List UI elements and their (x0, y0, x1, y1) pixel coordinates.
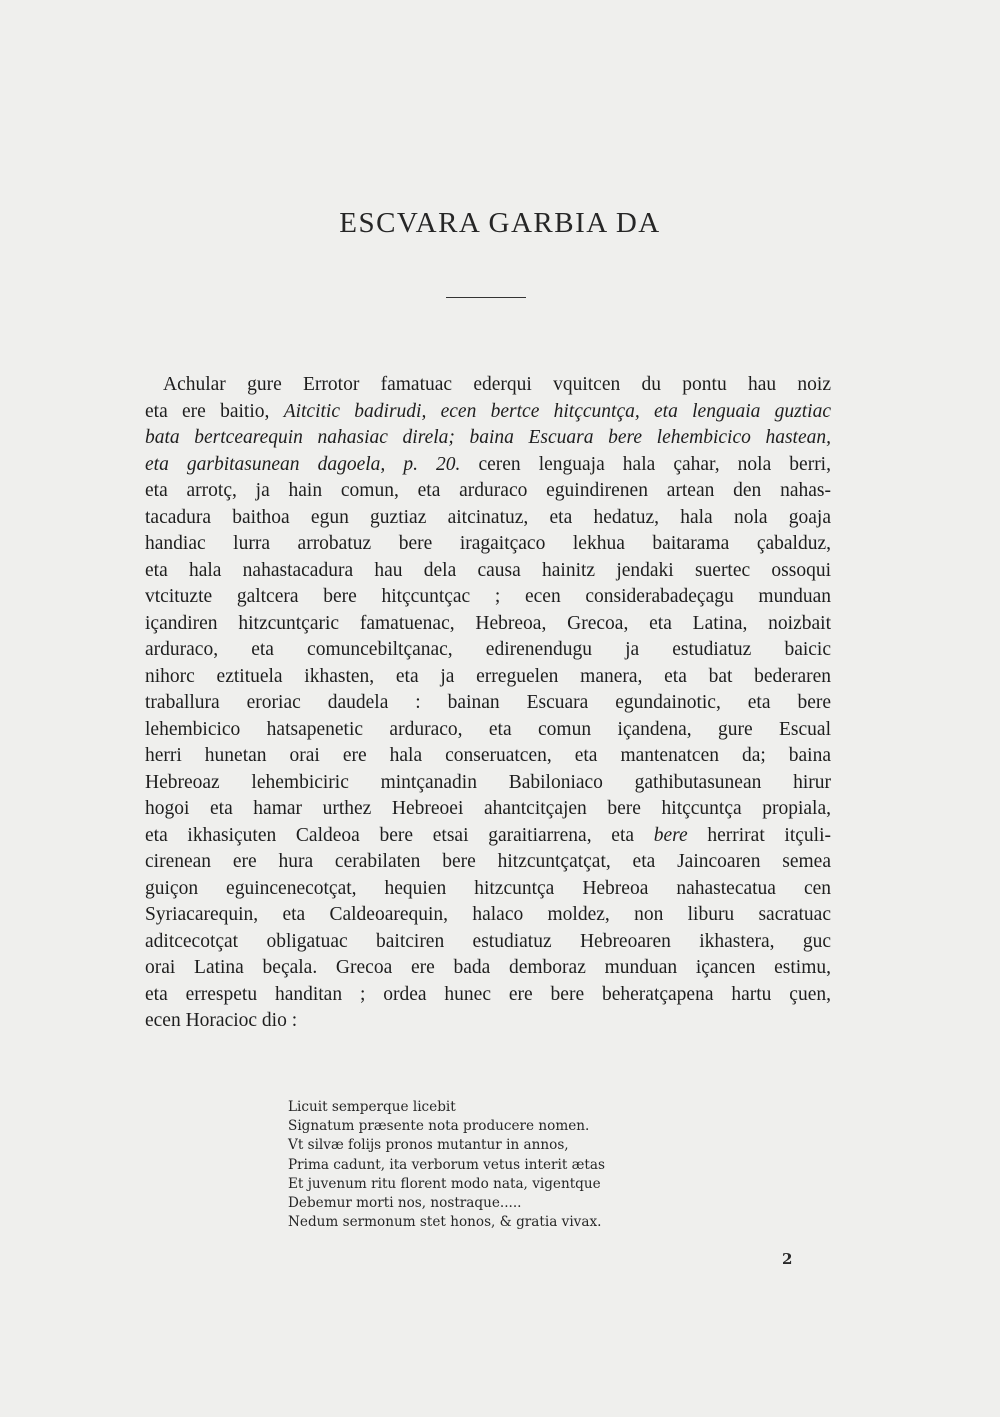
page-title: ESCVARA GARBIA DA (339, 207, 661, 239)
title-rule (446, 297, 526, 298)
text-segment: herri hunetan orai ere hala conseruatcen, eta mantenatcen da; baina (145, 745, 831, 766)
page-number: 2 (782, 1250, 793, 1268)
italic-text: eta garbitasunean dagoela, p. 20. (145, 453, 461, 475)
text-line (145, 796, 831, 823)
text-line (145, 531, 831, 558)
text-segment: Syriacarequin, eta Caldeoarequin, halaco moldez, non liburu sacratuac (145, 904, 831, 925)
italic-text: Aitcitic badirudi, ecen bertce hitçcuntça, eta lenguaia guztiac (283, 400, 831, 422)
text-line (145, 982, 831, 1009)
text-line (145, 1008, 831, 1035)
text-segment: eta hala nahastacadura hau dela causa hainitz jendaki suertec ossoqui (145, 559, 831, 581)
text-line (145, 611, 831, 638)
verse-line: Signatum præsente nota producere nomen. (288, 1118, 590, 1135)
text-segment: ceren lenguaja hala çahar, nola berri, (460, 453, 831, 475)
text-segment: eta errespetu handitan ; ordea hunec ere bere beheratçapena hartu çuen, (145, 983, 831, 1005)
text-segment: ecen Horacioc dio : (145, 1010, 298, 1031)
text-line (145, 849, 831, 876)
text-segment: traballura eroriac daudela : bainan Escuara egundainotic, eta bere (145, 692, 831, 713)
verse-quotation (288, 1098, 708, 1232)
text-segment: orai Latina beçala. Grecoa ere bada demboraz munduan içancen estimu, (145, 957, 831, 978)
text-line (145, 902, 831, 929)
text-line (145, 584, 831, 611)
verse-line: Licuit semperque licebit (288, 1099, 456, 1115)
text-segment: aditcecotçat obligatuac baitciren estudiatuz Hebreoaren ikhastera, guc (145, 930, 831, 952)
text-line (145, 823, 831, 850)
verse-line: Vt silvæ folijs pronos mutantur in annos, (288, 1137, 569, 1154)
text-line (145, 452, 831, 479)
text-segment: eta ikhasiçuten Caldeoa bere etsai garaitiarrena, eta (145, 824, 654, 846)
text-line (145, 372, 831, 399)
verse-line: Debemur morti nos, nostraque..... (288, 1194, 522, 1211)
text-line (145, 505, 831, 532)
text-segment: eta arrotç, ja hain comun, eta arduraco eguindirenen artean den nahas- (145, 480, 831, 501)
text-segment: hogoi eta hamar urthez Hebreoei ahantcitçajen bere hitçcuntça propiala, (145, 798, 831, 819)
text-segment: içandiren hitzcuntçaric famatuenac, Hebreoa, Grecoa, eta Latina, noizbait (145, 612, 831, 634)
text-segment: handiac lurra arrobatuz bere iragaitçaco lekhua baitarama çabalduz, (145, 533, 831, 554)
text-segment: arduraco, eta comuncebiltçanac, edirenendugu ja estudiatuz baicic (145, 639, 831, 660)
text-segment: lehembicico hatsapenetic arduraco, eta comun içandena, gure Escual (145, 718, 831, 740)
italic-text: bere (653, 824, 688, 846)
text-line (145, 558, 831, 585)
text-segment: nihorc eztituela ikhasten, eta ja erreguelen manera, eta bat bederaren (145, 665, 831, 687)
text-segment: herrirat itçuli- (687, 824, 831, 846)
text-line (145, 664, 831, 691)
text-segment: Hebreoaz lehembiciric mintçanadin Babiloniaco gathibutasunean hirur (145, 771, 831, 793)
italic-text: bata bertcearequin nahasiac direla; baina Escuara bere lehembicico hastean, (145, 427, 831, 448)
text-line (145, 770, 831, 797)
text-segment: eta ere baitio, (145, 400, 284, 422)
text-line (145, 955, 831, 982)
text-line (145, 637, 831, 664)
text-segment: Achular gure Errotor famatuac ederqui vquitcen du pontu hau noiz (163, 374, 831, 395)
text-line (145, 690, 831, 717)
text-segment: cirenean ere hura cerabilaten bere hitzcuntçatçat, eta Jaincoaren semea (145, 851, 831, 872)
verse-line: Nedum sermonum stet honos, & gratia vivax. (288, 1214, 602, 1231)
text-line (145, 929, 831, 956)
text-segment: guiçon eguincenecotçat, hequien hitzcuntça Hebreoa nahastecatua cen (145, 877, 831, 899)
text-line (145, 399, 831, 426)
text-segment: tacadura baithoa egun guztiaz aitcinatuz, eta hedatuz, hala nola goaja (145, 506, 831, 528)
verse-line: Prima cadunt, ita verborum vetus interit ætas (288, 1156, 605, 1173)
verse-line: Et juvenum ritu florent modo nata, vigentque (288, 1175, 601, 1192)
text-line (145, 876, 831, 903)
text-line (145, 717, 831, 744)
text-segment: vtcituzte galtcera bere hitçcuntçac ; ecen considerabadeçagu munduan (145, 586, 831, 607)
body-text (145, 372, 831, 1035)
text-line (145, 743, 831, 770)
text-line (145, 478, 831, 505)
text-line (145, 425, 831, 452)
